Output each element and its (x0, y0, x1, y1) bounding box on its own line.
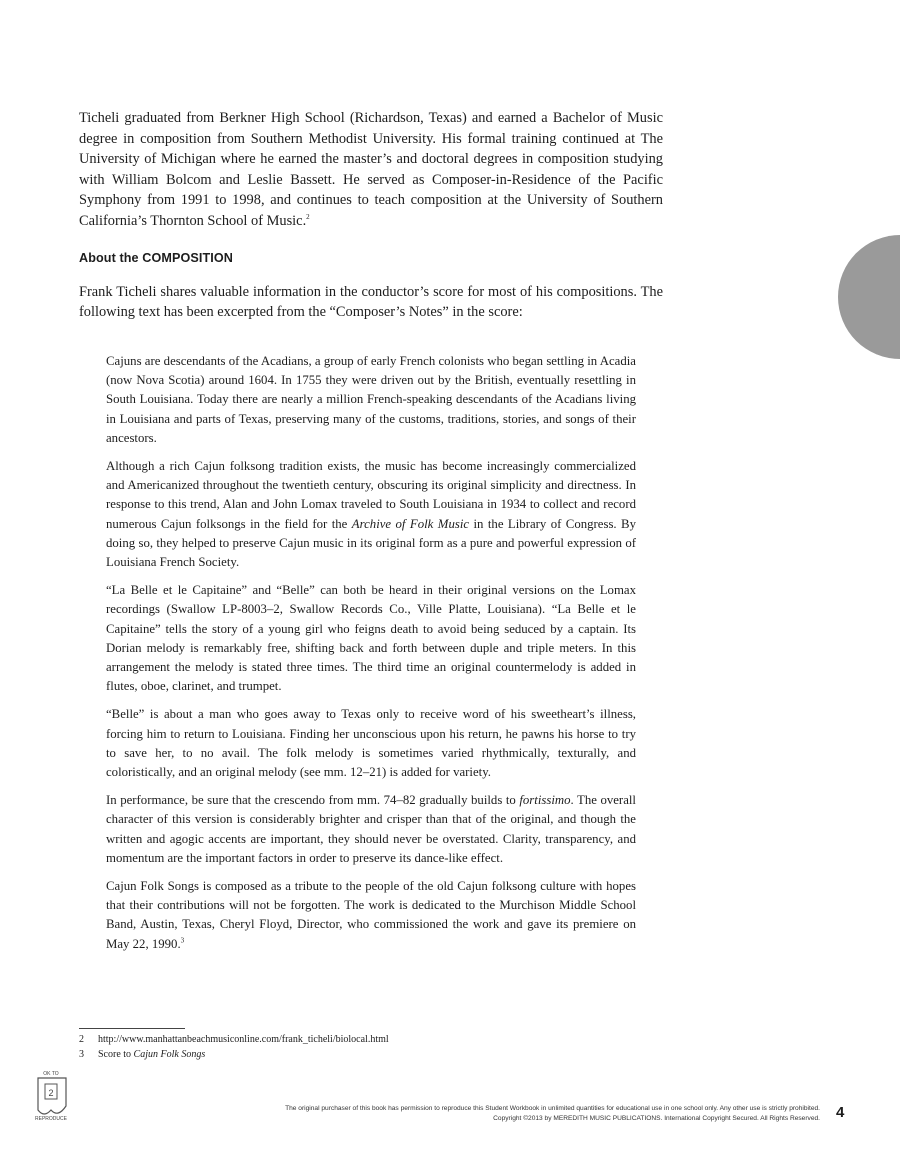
lead-paragraph: Frank Ticheli shares valuable information in the conductor’s score for most of his compositions. The following text has been excerpted from the “Composer’s Notes” in the score: (79, 284, 663, 320)
footnote-divider (79, 1028, 185, 1029)
quote-p5-text-a: In performance, be sure that the crescendo from mm. 74–82 gradually builds to (106, 793, 520, 808)
quote-p5-italic: fortissimo (519, 793, 571, 808)
badge-line1: OK TO (43, 1071, 59, 1077)
badge-number: 2 (48, 1088, 54, 1098)
page-number: 4 (836, 1104, 845, 1121)
footnote-text: Score to (98, 1048, 134, 1060)
heading-prefix: About the (79, 251, 143, 265)
copyright-line-2: Copyright ©2013 by MEREDITH MUSIC PUBLICATIONS. International Copyright Secured. All Rights Reserved. (493, 1114, 820, 1122)
quote-paragraph-2 (106, 457, 636, 572)
quote-paragraph-5 (106, 791, 636, 868)
quote-p2-italic: Archive of Folk Music (351, 516, 470, 531)
quote-paragraph-1: Cajuns are descendants of the Acadians, a group of early French colonists who began settling in Acadia (now Nova Scotia) around 1604. In 1755 they were driven out by the British, eventually resettling in South Louisiana. Today there are nearly a million French-speaking descendants of the Acadians living in Louisiana and parts of Texas, preserving many of the customs, traditions, stories, and songs of their ancestors. (106, 354, 636, 445)
composer-notes-quote (106, 352, 636, 963)
footnote-number: 3 (79, 1048, 84, 1060)
footnote-number: 2 (79, 1034, 84, 1045)
quote-paragraph-6 (106, 877, 636, 954)
section-tab-marker (838, 235, 900, 359)
intro-paragraph (79, 108, 663, 231)
quote-p5-text-b: . The overall character of this version is considerably brighter and crisper than that of the original, and though the written and agogic accents are important, they should never be overstated. Clarity, transparency, and momentum are the important factors in order to preserve its dance-like effect. (106, 793, 636, 865)
copyright-notice (285, 1104, 820, 1123)
heading-emphasis: COMPOSITION (142, 251, 233, 265)
footnotes (79, 1033, 389, 1062)
ok-to-reproduce-icon (28, 1066, 74, 1124)
footnote-item (79, 1048, 389, 1063)
intro-text: Ticheli graduated from Berkner High School (Richardson, Texas) and earned a Bachelor of Music degree in composition from Southern Methodist University. His formal training continued at The University of Michigan where he earned the master’s and doctoral degrees in composition studying with William Bolcom and Leslie Bassett. He served as Composer-in-Residence of the Pacific Symphony from 1991 to 1998, and continues to teach composition at the University of Southern California’s Thornton School of Music. (79, 110, 663, 229)
quote-paragraph-3: “La Belle et le Capitaine” and “Belle” can both be heard in their original versions on the Lomax recordings (Swallow LP-8003–2, Swallow Records Co., Ville Platte, Louisiana). “La Belle et le Capitaine” tells the story of a young girl who feigns death to avoid being seduced by a captain. Its Dorian melody is remarkably free, shifting back and forth between duple and triple meters. In this arrangement the melody is stated three times. The third time an original countermelody is added in flutes, oboe, clarinet, and trumpet. (106, 583, 636, 694)
copyright-line-1: The original purchaser of this book has permission to reproduce this Student Workbook in unlimited quantities for educational use in one school only. Any other use is strictly prohibited. (285, 1105, 820, 1112)
footnote-item (79, 1033, 389, 1048)
footnote-link[interactable]: http://www.manhattanbeachmusiconline.com/frank_ticheli/biolocal.html (98, 1034, 389, 1045)
quote-p2-text-a: Although a rich Cajun folksong tradition exists, the music has become increasingly commercialized and Americanized throughout the twentieth century, obscuring its original simplicity and directness. In response to this trend, Alan and John Lomax traveled to South Louisiana in 1934 to collect and record numerous Cajun folksongs in the field for the (106, 459, 636, 531)
footnote-ref-3[interactable]: 3 (180, 936, 185, 945)
footnote-ref-2[interactable]: 2 (306, 212, 310, 221)
quote-p2-text-b: in the Library of Congress. By doing so, they helped to preserve Cajun music in its original form as a pure and powerful expression of Louisiana French Society. (106, 516, 636, 570)
quote-p6-text: Cajun Folk Songs is composed as a tribute to the people of the old Cajun folksong culture with hopes that their contributions will not be forgotten. The work is dedicated to the Murchison Middle School Band, Austin, Texas, Cheryl Floyd, Director, who commissioned the work and gave its premiere on May 22, 1990. (106, 879, 636, 951)
quote-paragraph-4: “Belle” is about a man who goes away to Texas only to receive word of his sweetheart’s illness, forcing him to return to Louisiana. Finding her unconscious upon his return, he pawns his horse to try to save her, to no avail. The folk melody is sometimes varied rhythmically, texturally, and coloristically, and an original melody (see mm. 12–21) is added for variety. (106, 707, 636, 780)
badge-line2: REPRODUCE (35, 1116, 67, 1122)
section-heading (79, 251, 233, 265)
footnote-italic: Cajun Folk Songs (133, 1048, 206, 1060)
